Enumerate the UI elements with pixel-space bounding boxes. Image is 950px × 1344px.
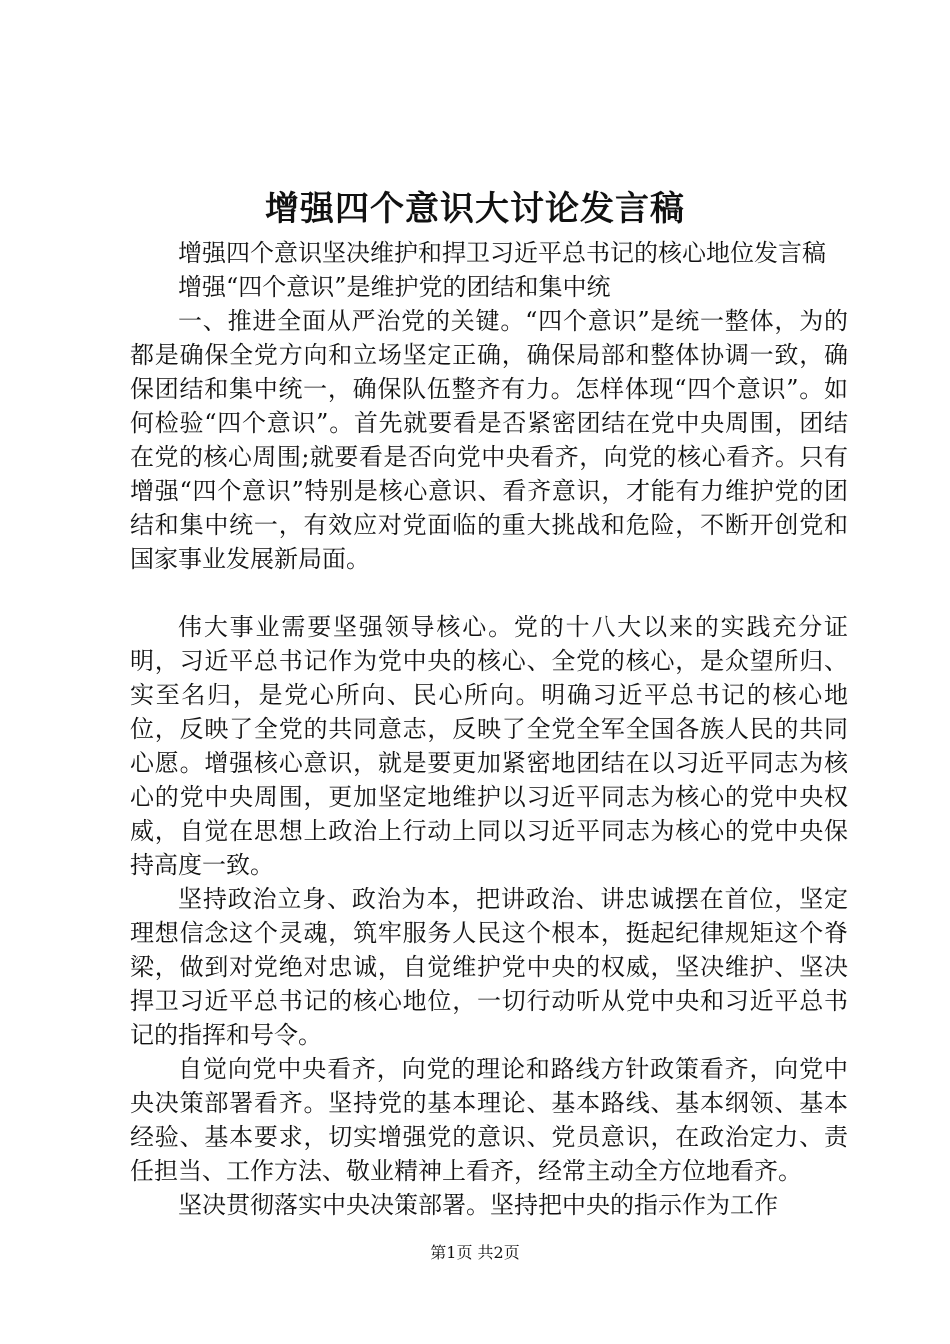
- paragraph-subtitle: 增强四个意识坚决维护和捍卫习近平总书记的核心地位发言稿: [178, 239, 826, 267]
- page-number-footer: 第1页 共2页: [430, 1243, 520, 1262]
- paragraph-4: 自觉向党中央看齐，向党的理论和路线方针政策看齐，向党中央决策部署看齐。坚持党的基本理论、基本路线、基本纲领、基本经验、基本要求，切实增强党的意识、党员意识，在政治定力、责任担当、工作方法、敬业精神上看齐，经常主动全方位地看齐。: [130, 1055, 848, 1185]
- paragraph-lead: 增强“四个意识”是维护党的团结和集中统: [178, 273, 611, 301]
- paragraph-3: 坚持政治立身、政治为本，把讲政治、讲忠诚摆在首位，坚定理想信念这个灵魂，筑牢服务人民这个根本，挺起纪律规矩这个脊梁，做到对党绝对忠诚，自觉维护党中央的权威，坚决维护、坚决捍卫习近平总书记的核心地位，一切行动听从党中央和习近平总书记的指挥和号令。: [130, 885, 848, 1049]
- document-title: 增强四个意识大讨论发言稿: [265, 189, 685, 229]
- document-body: [130, 236, 848, 1222]
- paragraph-5: 坚决贯彻落实中央决策部署。坚持把中央的指示作为工作: [178, 1191, 778, 1219]
- paragraph-2: 伟大事业需要坚强领导核心。党的十八大以来的实践充分证明，习近平总书记作为党中央的核心、全党的核心，是众望所归、实至名归，是党心所向、民心所向。明确习近平总书记的核心地位，反映了全党的共同意志，反映了全党全军全国各族人民的共同心愿。增强核心意识，就是要更加紧密地团结在以习近平同志为核心的党中央周围，更加坚定地维护以习近平同志为核心的党中央权威，自觉在思想上政治上行动上同以习近平同志为核心的党中央保持高度一致。: [130, 613, 848, 879]
- paragraph-1: 一、推进全面从严治党的关键。“四个意识”是统一整体，为的都是确保全党方向和立场坚定正确，确保局部和整体协调一致，确保团结和集中统一，确保队伍整齐有力。怎样体现“四个意识”。如何检验“四个意识”。首先就要看是否紧密团结在党中央周围，团结在党的核心周围;就要看是否向党中央看齐，向党的核心看齐。只有增强“四个意识”特别是核心意识、看齐意识，才能有力维护党的团结和集中统一，有效应对党面临的重大挑战和危险，不断开创党和国家事业发展新局面。: [130, 307, 848, 573]
